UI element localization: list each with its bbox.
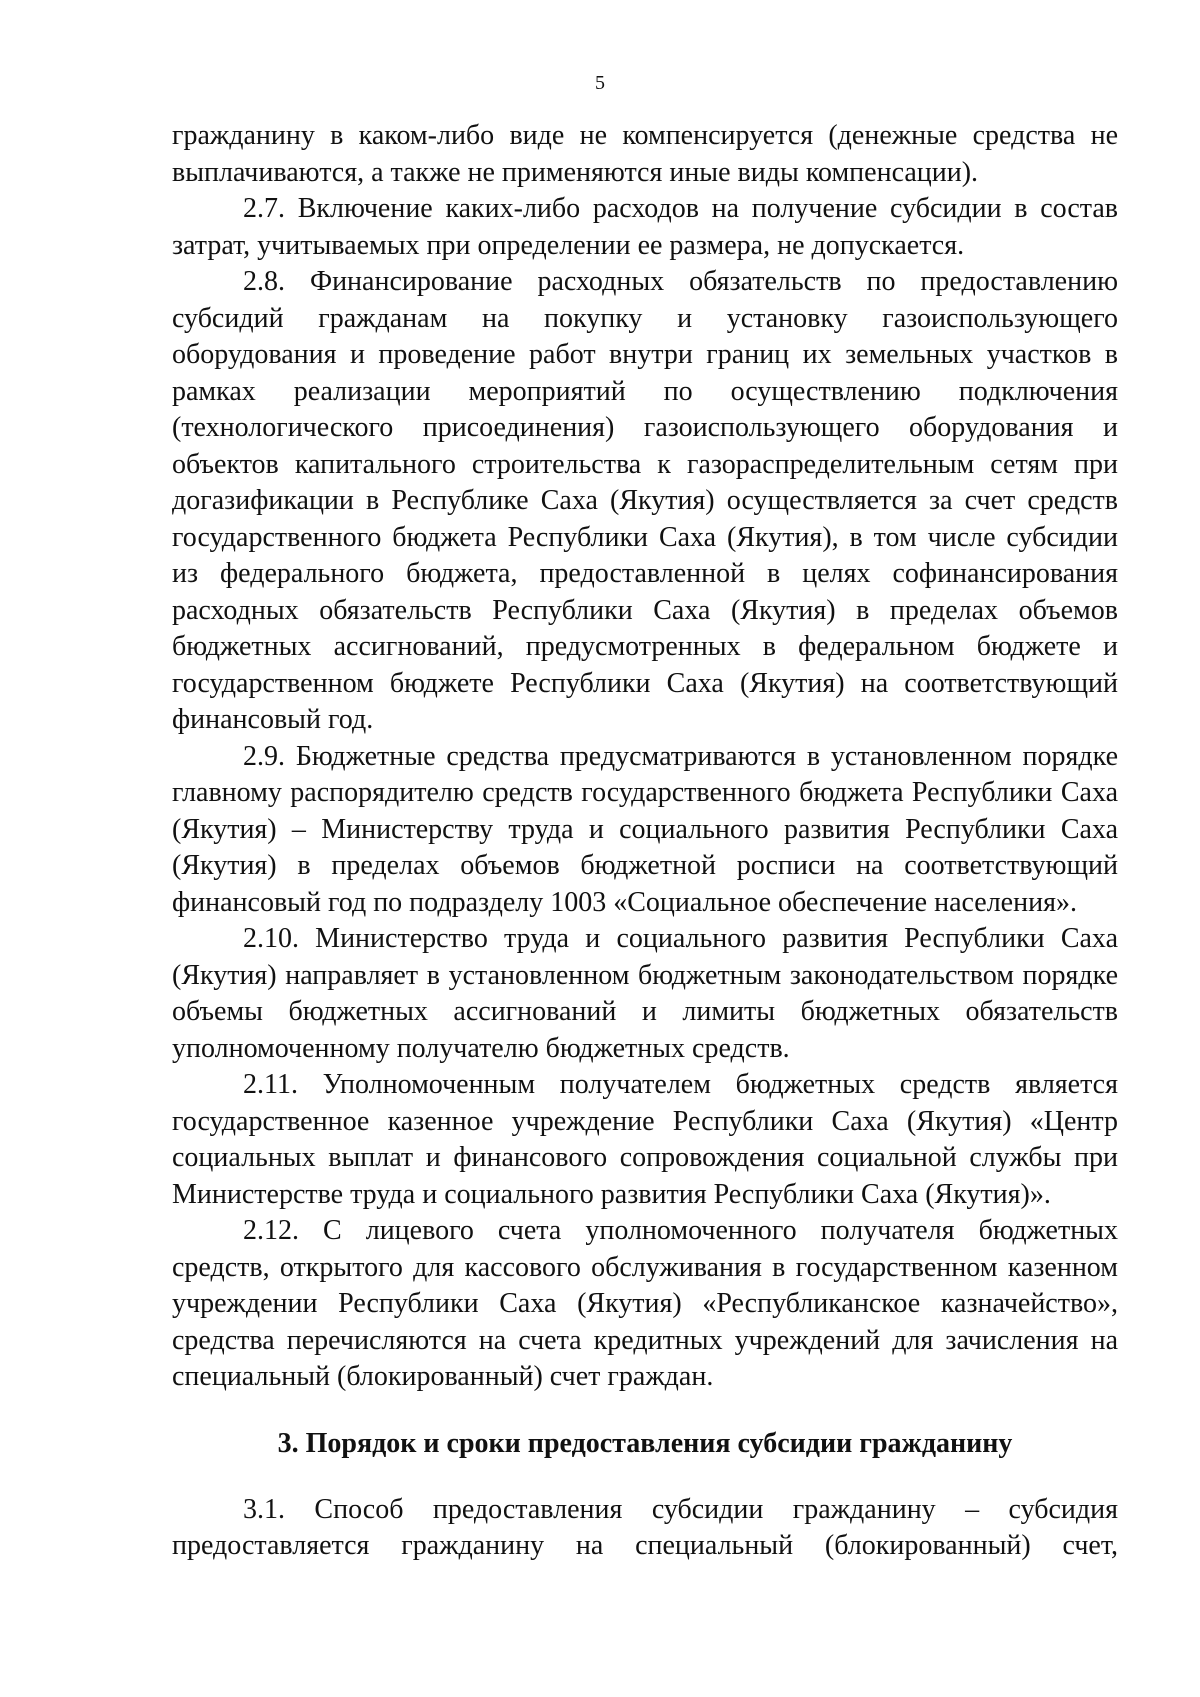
paragraph-2-12: 2.12. С лицевого счета уполномоченного получателя бюджетных средств, открытого для кассового обслуживания в государственном казенном учреждении Республики Саха (Якутия) «Республиканское казначейство», средства перечисляются на счета кредитных учреждений для зачисления на специальный (блокированный) счет граждан.: [172, 1215, 1118, 1392]
paragraph-2-9: 2.9. Бюджетные средства предусматриваются в установленном порядке главному распорядителю средств государственного бюджета Республики Саха (Якутия) – Министерству труда и социального развития Республики Саха (Якутия) в пределах объемов бюджетной росписи на соответствующий финансовый год по подразделу 1003 «Социальное обеспечение населения».: [172, 740, 1118, 918]
paragraph-continuation: гражданину в каком-либо виде не компенсируется (денежные средства не выплачиваются, а также не применяются иные виды компенсации).: [172, 120, 1118, 188]
page-number: 5: [595, 72, 605, 94]
document-body: [172, 118, 1118, 1565]
paragraph-2-8: 2.8. Финансирование расходных обязательств по предоставлению субсидий гражданам на покупку и установку газоиспользующего оборудования и проведение работ внутри границ их земельных участков в рамках реализации мероприятий по осуществлению подключения (технологического присоединения) газоиспользующего оборудования и объектов капитального строительства к газораспределительным сетям при догазификации в Республике Саха (Якутия) осуществляется за счет средств государственного бюджета Республики Саха (Якутия), в том числе субсидии из федерального бюджета, предоставленной в целях софинансирования расходных обязательств Республики Саха (Якутия) в пределах объемов бюджетных ассигнований, предусмотренных в федеральном бюджете и государственном бюджете Республики Саха (Якутия) на соответствующий финансовый год.: [172, 266, 1118, 735]
paragraph-2-7: 2.7. Включение каких-либо расходов на получение субсидии в состав затрат, учитываемых при определении ее размера, не допускается.: [172, 193, 1118, 261]
paragraph-2-10: 2.10. Министерство труда и социального развития Республики Саха (Якутия) направляет в установленном бюджетным законодательством порядке объемы бюджетных ассигнований и лимиты бюджетных обязательств уполномоченному получателю бюджетных средств.: [172, 923, 1118, 1064]
section-heading: 3. Порядок и сроки предоставления субсидии гражданину: [277, 1427, 1013, 1459]
paragraph-3-1: 3.1. Способ предоставления субсидии гражданину – субсидия предоставляется гражданину на специальный (блокированный) счет,: [172, 1493, 1118, 1561]
paragraph-2-11: 2.11. Уполномоченным получателем бюджетных средств является государственное казенное учреждение Республики Саха (Якутия) «Центр социальных выплат и финансового сопровождения социальной службы при Министерстве труда и социального развития Республики Саха (Якутия)».: [172, 1069, 1118, 1210]
